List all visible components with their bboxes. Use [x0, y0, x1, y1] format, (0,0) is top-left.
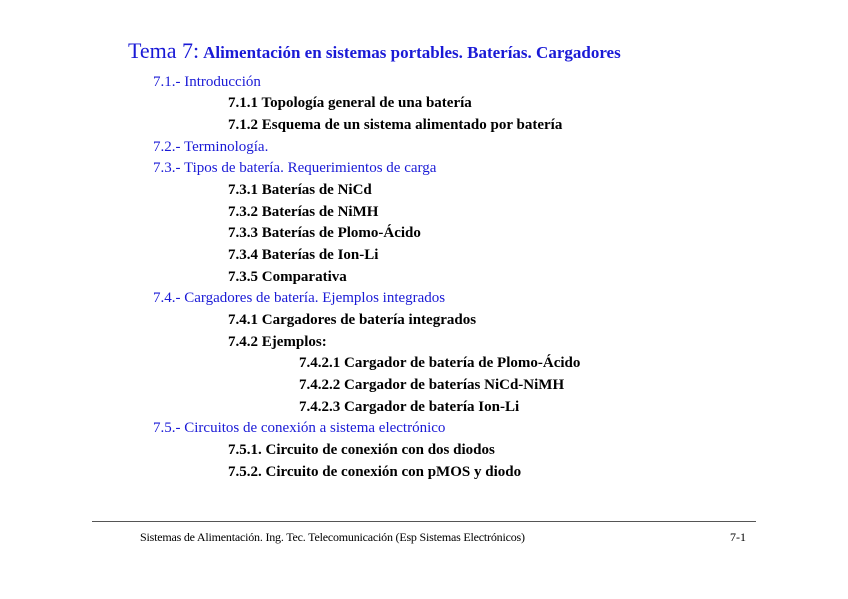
- toc-item: 7.3.2 Baterías de NiMH: [228, 204, 379, 220]
- toc-item: 7.3.- Tipos de batería. Requerimientos de carga: [153, 160, 437, 176]
- toc-item: 7.3.5 Comparativa: [228, 269, 347, 285]
- footer-text: Sistemas de Alimentación. Ing. Tec. Telecomunicación (Esp Sistemas Electrónicos): [140, 530, 525, 544]
- toc-item: 7.4.2.3 Cargador de batería Ion-Li: [299, 399, 520, 415]
- title-text: Alimentación en sistemas portables. Baterías. Cargadores: [203, 43, 621, 62]
- toc-item: 7.3.1 Baterías de NiCd: [228, 182, 372, 198]
- toc-item: 7.5.1. Circuito de conexión con dos diodos: [228, 442, 495, 458]
- toc-item: 7.4.1 Cargadores de batería integrados: [228, 312, 477, 328]
- toc-item: 7.4.2 Ejemplos:: [228, 334, 327, 350]
- page-title: [128, 40, 621, 62]
- toc-item: 7.4.2.1 Cargador de batería de Plomo-Ácido: [299, 355, 581, 371]
- title-prefix: Tema 7:: [128, 38, 200, 63]
- page-number: 7-1: [730, 530, 746, 544]
- toc-item: 7.5.2. Circuito de conexión con pMOS y diodo: [228, 464, 522, 480]
- toc-item: 7.1.1 Topología general de una batería: [228, 95, 472, 111]
- toc-item: 7.4.- Cargadores de batería. Ejemplos integrados: [153, 290, 446, 306]
- toc-item: 7.4.2.2 Cargador de baterías NiCd-NiMH: [299, 377, 565, 393]
- toc-item: 7.3.3 Baterías de Plomo-Ácido: [228, 225, 421, 241]
- toc-item: 7.3.4 Baterías de Ion-Li: [228, 247, 379, 263]
- toc-item: 7.5.- Circuitos de conexión a sistema electrónico: [153, 420, 446, 436]
- footer-divider: [92, 521, 756, 522]
- toc-item: 7.1.2 Esquema de un sistema alimentado por batería: [228, 117, 563, 133]
- toc-item: 7.2.- Terminología.: [153, 139, 269, 155]
- toc-item: 7.1.- Introducción: [153, 74, 261, 90]
